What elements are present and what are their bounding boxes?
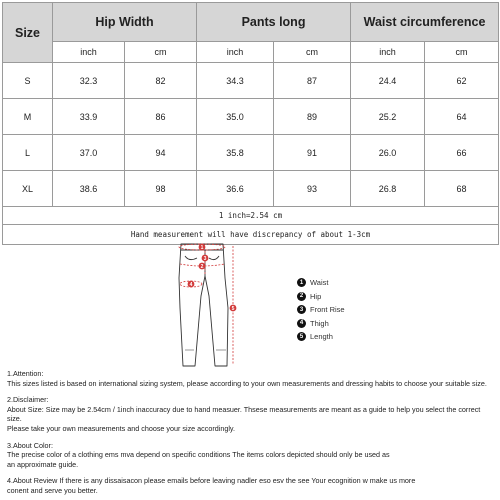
header-pants-long: Pants long xyxy=(197,3,351,42)
conversion-note: 1 inch=2.54 cm xyxy=(3,207,499,225)
pants-measurement-diagram xyxy=(165,238,250,370)
legend-number-icon: 3 xyxy=(297,305,306,314)
value-cell: 86 xyxy=(125,99,197,135)
value-cell: 36.6 xyxy=(197,171,274,207)
marker-2-label: 2 xyxy=(200,263,204,270)
legend-item-waist xyxy=(297,276,345,290)
legend-item-length xyxy=(297,330,345,344)
value-cell: 68 xyxy=(425,171,499,207)
value-cell: 24.4 xyxy=(351,63,425,99)
value-cell: 82 xyxy=(125,63,197,99)
value-cell: 91 xyxy=(274,135,351,171)
table-row xyxy=(3,99,499,135)
legend-number-icon: 5 xyxy=(297,332,306,341)
size-cell: XL xyxy=(3,171,53,207)
review-line-2: conent and serve you better. xyxy=(7,485,98,495)
unit-cell: cm xyxy=(274,42,351,63)
size-chart-table xyxy=(2,2,499,245)
table-header-row xyxy=(3,3,499,42)
unit-cell: inch xyxy=(197,42,274,63)
disclaimer-line-1: About Size: Size may be 2.54cm / 1inch inaccuracy due to hand measuer. Thsese measurements are meant as a guide to help you select the correct size. xyxy=(7,404,481,424)
review-line-1: 4.About Review If there is any dissaisacon please emails before leaving nadler eso esv the see Your ecognition w make us more xyxy=(7,476,416,486)
legend-label: Front Rise xyxy=(310,305,345,315)
size-cell: L xyxy=(3,135,53,171)
legend-item-front-rise xyxy=(297,303,345,317)
value-cell: 34.3 xyxy=(197,63,274,99)
legend-number-icon: 4 xyxy=(297,319,306,328)
value-cell: 33.9 xyxy=(53,99,125,135)
figure-markers xyxy=(188,244,237,312)
size-cell: S xyxy=(3,63,53,99)
value-cell: 66 xyxy=(425,135,499,171)
value-cell: 35.0 xyxy=(197,99,274,135)
value-cell: 26.0 xyxy=(351,135,425,171)
value-cell: 26.8 xyxy=(351,171,425,207)
value-cell: 98 xyxy=(125,171,197,207)
color-line-1: The precise color of a clothing ems mva depend on specific conditions The items colors depicted should only be used as xyxy=(7,450,390,460)
value-cell: 64 xyxy=(425,99,499,135)
marker-5-label: 5 xyxy=(231,305,235,312)
size-cell: M xyxy=(3,99,53,135)
unit-cell: inch xyxy=(351,42,425,63)
pants-outline-icon xyxy=(179,244,228,366)
table-row xyxy=(3,63,499,99)
conversion-note-row xyxy=(3,207,499,225)
marker-1-label: 1 xyxy=(200,244,204,251)
value-cell: 35.8 xyxy=(197,135,274,171)
measurement-legend xyxy=(297,276,345,344)
unit-cell: cm xyxy=(125,42,197,63)
measurement-guides xyxy=(179,244,233,364)
value-cell: 25.2 xyxy=(351,99,425,135)
value-cell: 94 xyxy=(125,135,197,171)
measurement-note: Hand measurement will have discrepancy of about 1-3cm xyxy=(3,225,499,245)
legend-item-hip xyxy=(297,290,345,304)
value-cell: 93 xyxy=(274,171,351,207)
value-cell: 62 xyxy=(425,63,499,99)
size-notes xyxy=(7,369,497,496)
legend-label: Hip xyxy=(310,291,322,301)
attention-text: This sizes listed is based on international sizing system, please according to your own measurements and dressing habits to choose your suitable size. xyxy=(7,378,487,388)
unit-cell: cm xyxy=(425,42,499,63)
legend-number-icon: 1 xyxy=(297,278,306,287)
value-cell: 38.6 xyxy=(53,171,125,207)
legend-label: Length xyxy=(310,332,333,342)
legend-number-icon: 2 xyxy=(297,292,306,301)
unit-cell: inch xyxy=(53,42,125,63)
marker-4-label: 4 xyxy=(189,281,193,288)
value-cell: 32.3 xyxy=(53,63,125,99)
color-title: 3.About Color: xyxy=(7,440,53,450)
value-cell: 89 xyxy=(274,99,351,135)
disclaimer-line-2: Please take your own measurements and choose your size accordingly. xyxy=(7,423,235,433)
table-row xyxy=(3,135,499,171)
value-cell: 37.0 xyxy=(53,135,125,171)
marker-3-label: 3 xyxy=(203,255,207,262)
legend-label: Thigh xyxy=(310,318,329,328)
legend-label: Waist xyxy=(310,278,329,288)
table-units-row xyxy=(3,42,499,63)
color-line-2: an approximate guide. xyxy=(7,459,79,469)
disclaimer-title: 2.Disclaimer: xyxy=(7,395,49,405)
header-size: Size xyxy=(3,3,53,63)
value-cell: 87 xyxy=(274,63,351,99)
attention-title: 1.Attention: xyxy=(7,369,44,378)
header-waist-circumference: Waist circumference xyxy=(351,3,499,42)
table-row xyxy=(3,171,499,207)
legend-item-thigh xyxy=(297,317,345,331)
header-hip-width: Hip Width xyxy=(53,3,197,42)
measurement-note-row xyxy=(3,225,499,245)
